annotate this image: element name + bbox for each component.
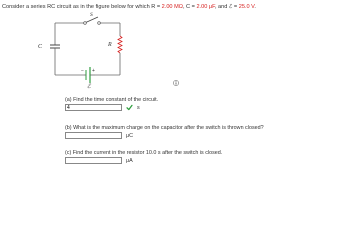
check-icon xyxy=(126,104,133,111)
answer-c-unit: μA xyxy=(126,157,133,164)
question-a-text: (a) Find the time constant of the circuit. xyxy=(65,97,159,103)
capacitance-value: 2.00 μF xyxy=(196,4,215,10)
emf-value: 25.0 V xyxy=(238,4,255,10)
capacitor-symbol xyxy=(50,45,60,50)
emf-label: , and ℰ = xyxy=(214,4,239,10)
info-icon[interactable] xyxy=(173,80,179,86)
resistor-label: R xyxy=(108,42,112,48)
capacitor-label: C xyxy=(38,44,43,50)
battery-minus-label: − xyxy=(81,68,84,74)
resistance-value: 2.00 MΩ xyxy=(161,4,183,10)
question-b-text: (b) What is the maximum charge on the capacitor after the switch is thrown closed? xyxy=(65,125,264,131)
problem-intro: Consider a series RC circuit as in the figure below for which R = xyxy=(2,4,162,10)
switch-label: S xyxy=(90,12,93,18)
answer-b-input[interactable] xyxy=(65,132,122,139)
answer-c-row xyxy=(65,157,133,164)
resistor-symbol xyxy=(118,36,122,53)
switch-symbol xyxy=(84,17,101,24)
problem-end: . xyxy=(254,4,256,10)
answer-a-input[interactable] xyxy=(65,104,122,111)
rc-circuit-diagram xyxy=(0,0,350,90)
answer-c-input[interactable] xyxy=(65,157,122,164)
answer-b-row xyxy=(65,132,133,139)
answer-a-unit: s xyxy=(137,104,140,111)
question-c-text: (c) Find the current in the resistor 10.0 s after the switch is closed. xyxy=(65,150,223,156)
emf-symbol-label: ℰ xyxy=(87,84,91,90)
battery-plus-label: + xyxy=(92,68,95,74)
answer-b-unit: μC xyxy=(126,132,133,139)
capacitance-label: , C = xyxy=(182,4,197,10)
answer-a-row xyxy=(65,104,140,111)
